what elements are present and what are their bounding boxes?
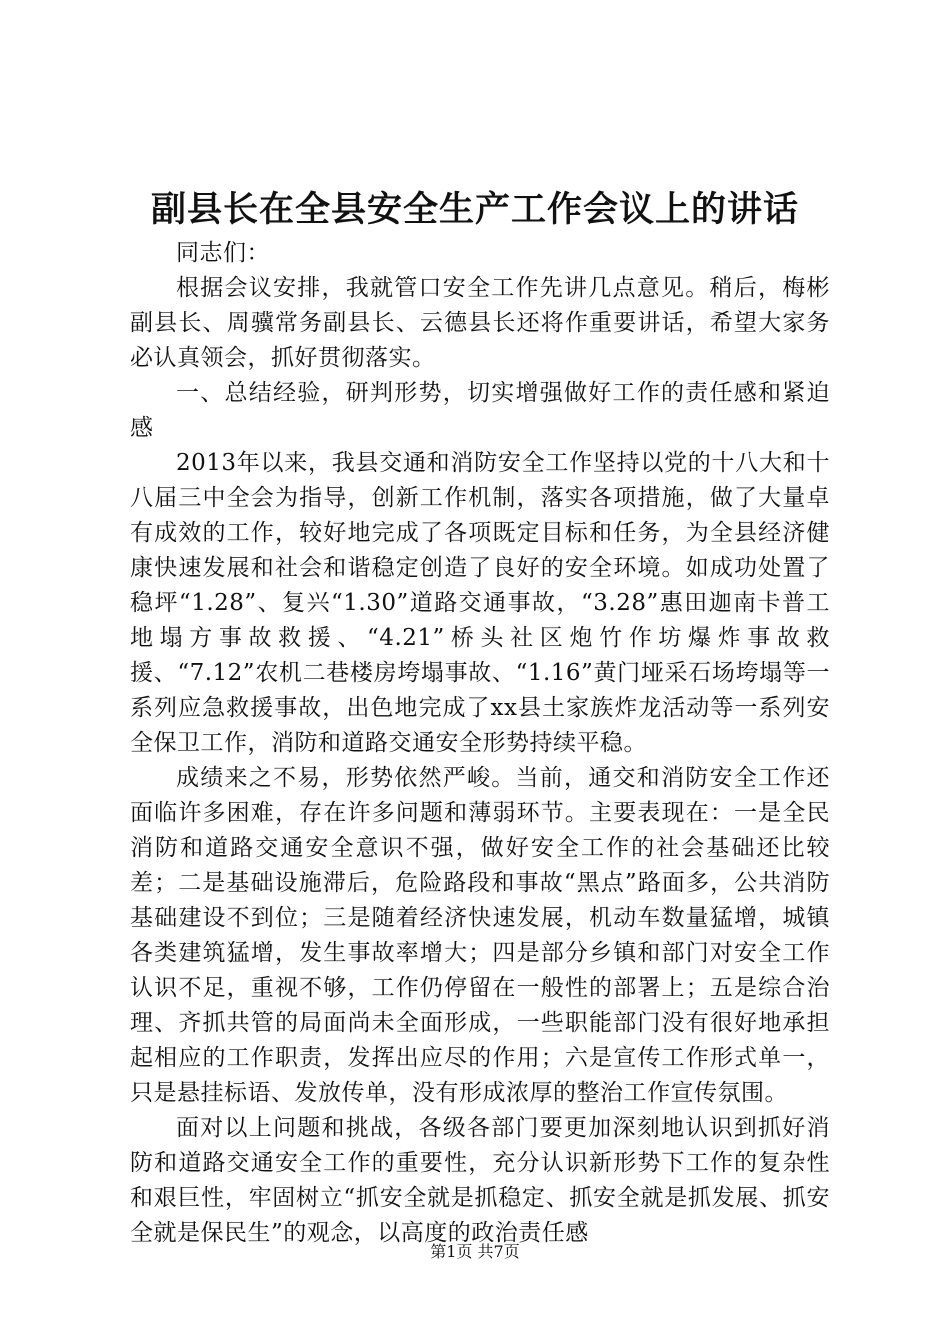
salutation: 同志们： [176, 240, 270, 266]
document-title: 副县长在全县安全生产工作会议上的讲话 [150, 189, 799, 230]
document-body [130, 236, 830, 1251]
section-heading: 一、总结经验，研判形势，切实增强做好工作的责任感和紧迫感 [130, 380, 830, 441]
paragraph: 2013年以来，我县交通和消防安全工作坚持以党的十八大和十八届三中全会为指导，创新工作机制，落实各项措施，做了大量卓有成效的工作，较好地完成了各项既定目标和任务，为全县经济健康快速发展和社会和谐稳定创造了良好的安全环境。如成功处置了稳坪“1.28”、复兴“1.30”道路交通事故，“3.28”惠田迦南卡普工地塌方事故救援、“4.21”桥头社区炮竹作坊爆炸事故救援、“7.12”农机二巷楼房垮塌事故、“1.16”黄门垭采石场垮塌等一系列应急救援事故，出色地完成了xx县土家族炸龙活动等一系列安全保卫工作，消防和道路交通安全形势持续平稳。 [130, 450, 830, 756]
paragraph: 面对以上问题和挑战，各级各部门要更加深刻地认识到抓好消防和道路交通安全工作的重要性，充分认识新形势下工作的复杂性和艰巨性，牢固树立“抓安全就是抓稳定、抓安全就是抓发展、抓安全就是保民生”的观念，以高度的政治责任感 [130, 1115, 830, 1246]
page-number: 第1页 共7页 [430, 1242, 520, 1261]
paragraph: 根据会议安排，我就管口安全工作先讲几点意见。稍后，梅彬副县长、周骥常务副县长、云德县长还将作重要讲话，希望大家务必认真领会，抓好贯彻落实。 [130, 275, 830, 371]
paragraph: 成绩来之不易，形势依然严峻。当前，通交和消防安全工作还面临许多困难，存在许多问题和薄弱环节。主要表现在：一是全民消防和道路交通安全意识不强，做好安全工作的社会基础还比较差；二是基础设施滞后，危险路段和事故“黑点”路面多，公共消防基础建设不到位；三是随着经济快速发展，机动车数量猛增，城镇各类建筑猛增，发生事故率增大；四是部分乡镇和部门对安全工作认识不足，重视不够，工作仍停留在一般性的部署上；五是综合治理、齐抓共管的局面尚未全面形成，一些职能部门没有很好地承担起相应的工作职责，发挥出应尽的作用；六是宣传工作形式单一，只是悬挂标语、发放传单，没有形成浓厚的整治工作宣传氛围。 [130, 765, 830, 1106]
